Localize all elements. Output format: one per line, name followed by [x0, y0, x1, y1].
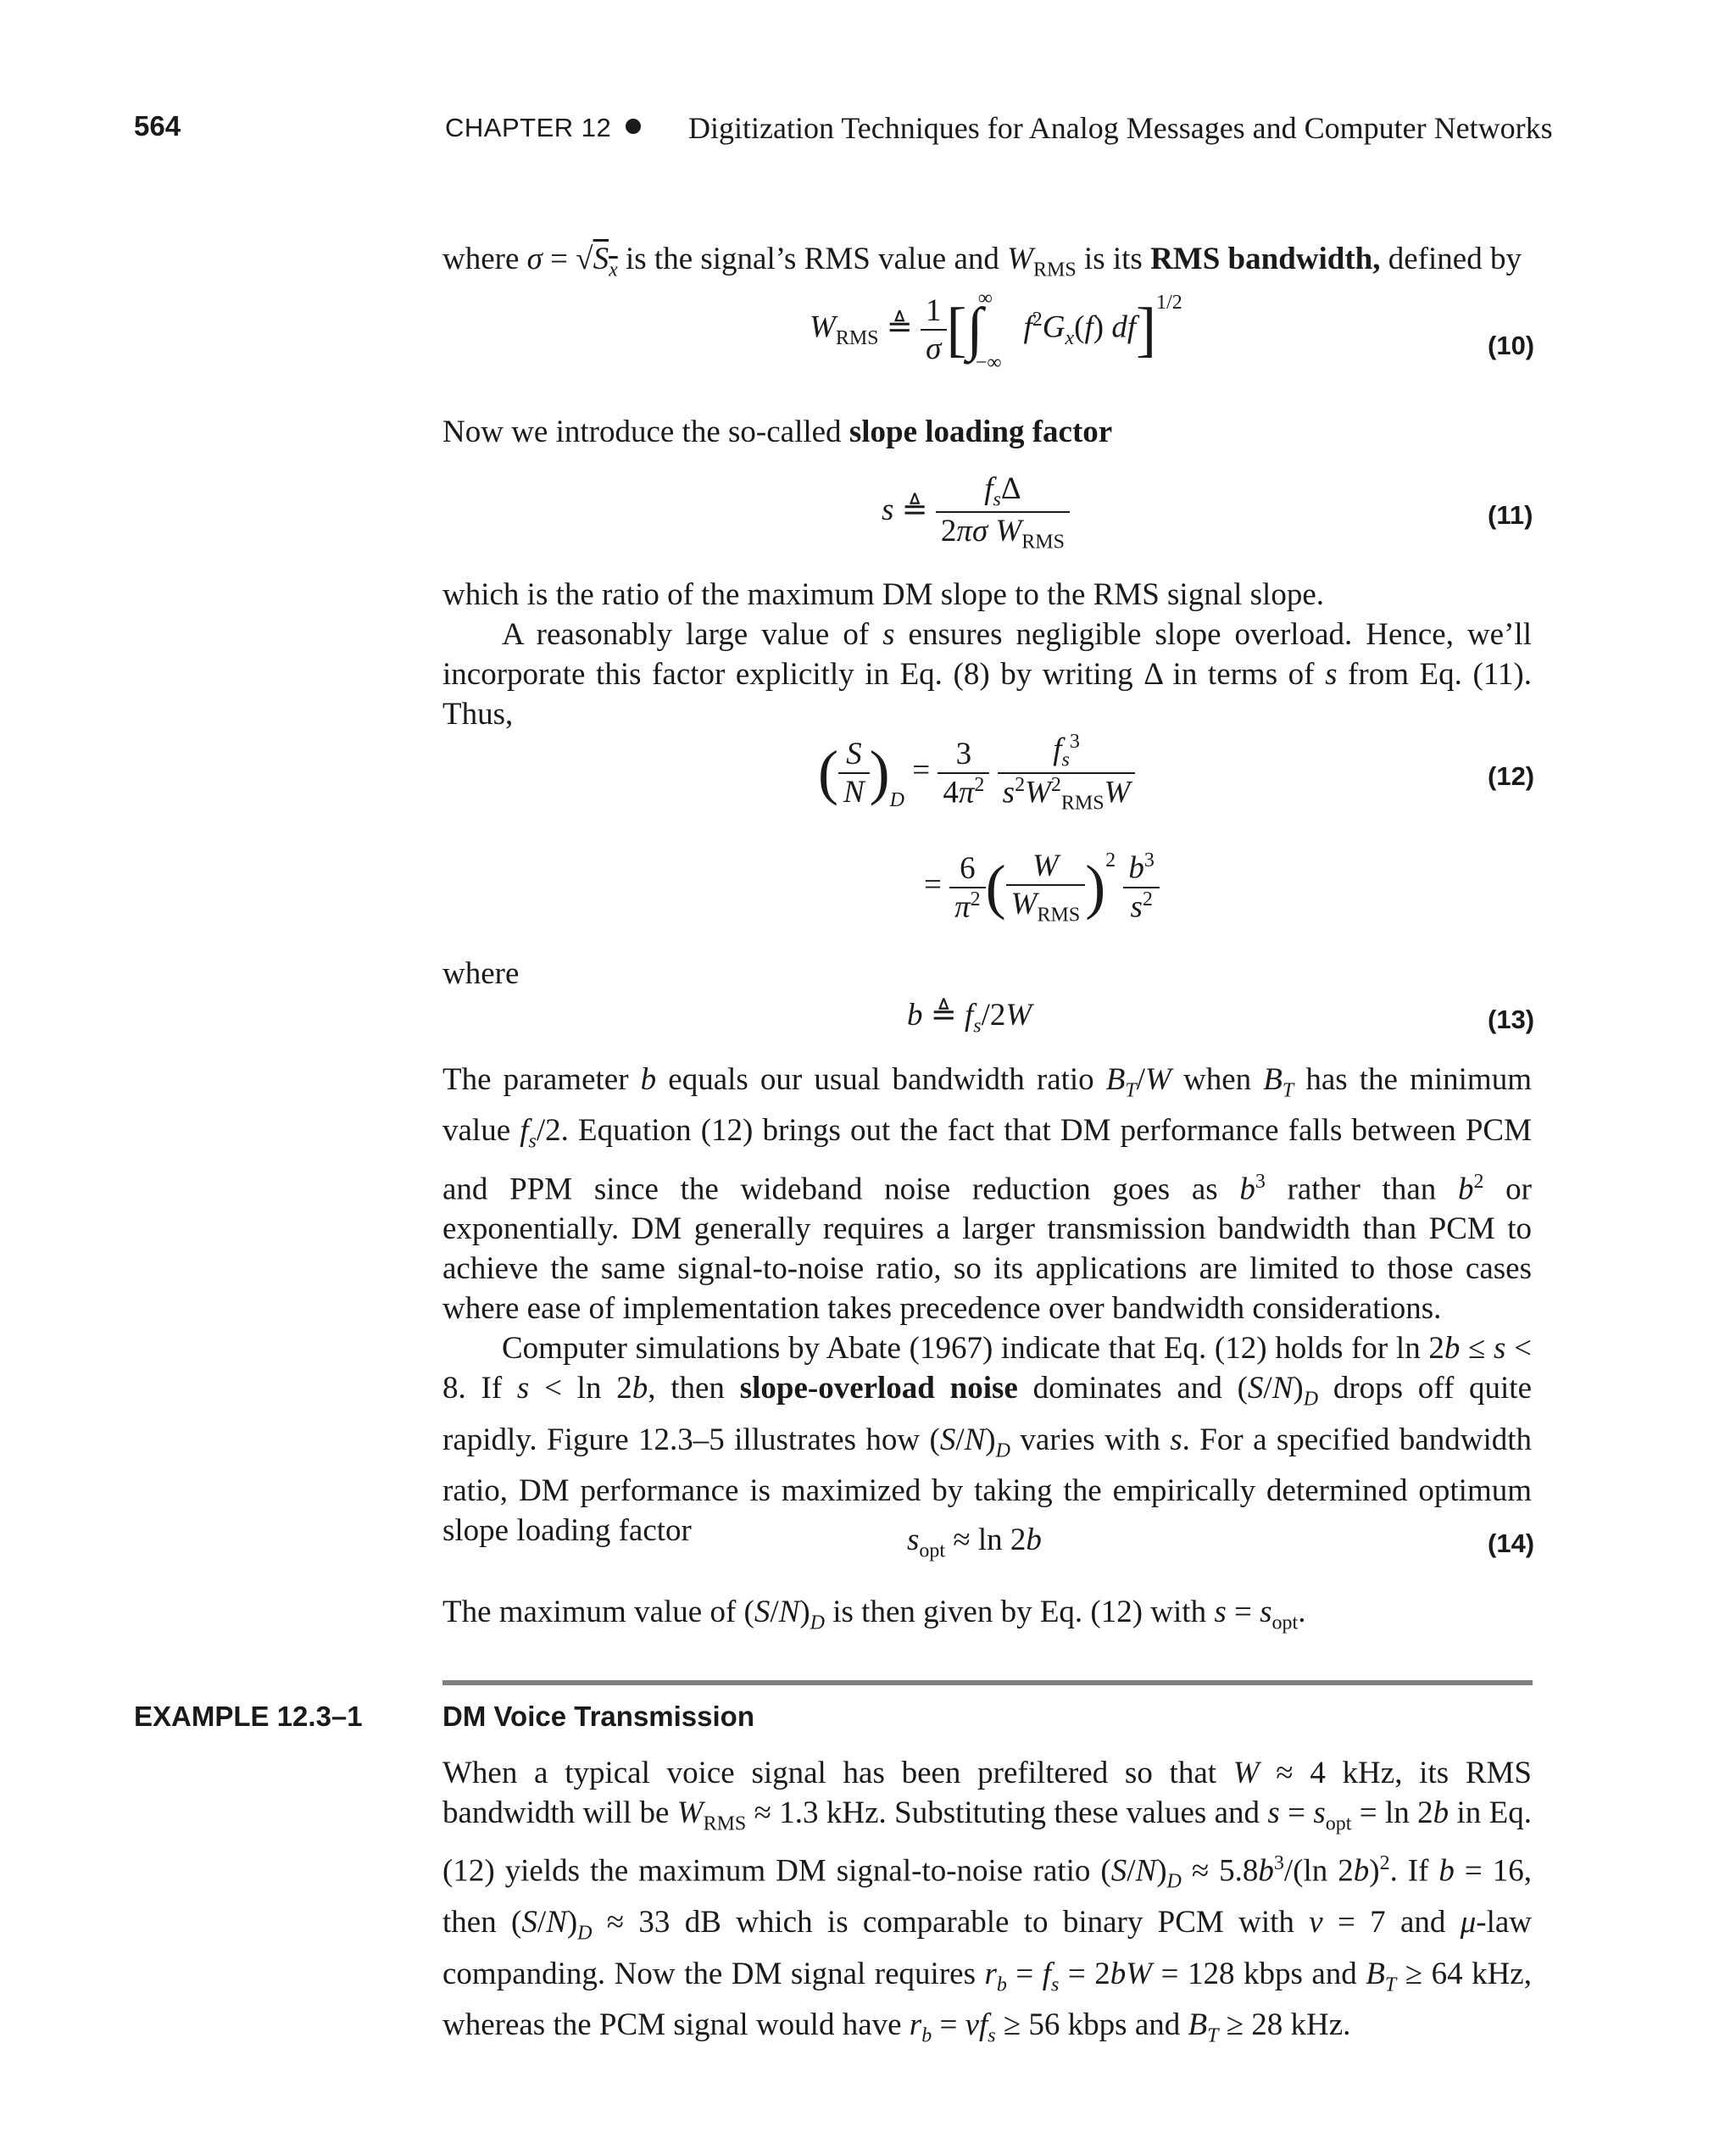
example-title: DM Voice Transmission: [442, 1701, 754, 1732]
equation-number-11: (11): [1488, 500, 1533, 530]
bullet-icon: [626, 119, 641, 134]
equation-12-line-2: = $\frac{6}{\pi^2}$ ( $\frac{W}{W_{RMS}}$ )$^2$ $\frac{b^3}{s^2}$: [924, 848, 1160, 927]
term-slope-loading-factor: slope loading factor: [849, 415, 1113, 449]
paragraph-parameter-b: The parameter b equals our usual bandwidth ratio $B_T/W$ when $B_T$ has the minimum value $f_s/2$. Equation (12) brings out the fact that DM performance falls between PCM and PPM since the wideband noise reduction goes as $b^3$ rather than $b^2$ or exponentially. DM generally requires a larger transmission bandwidth than PCM to achieve the same signal-to-noise ratio, so its applications are limited to those cases where ease of implementation takes precedence over bandwidth considerations. Computer simulations by Abate (1967) indicate that Eq. (12) holds for ln 2b ≤ s < 8. If s < ln 2b, then slope-overload noise dominates and $(S/N)_D$ drops off quite rapidly. Figure 12.3–5 illustrates how $(S/N)_D$ varies with s. For a specified bandwidth ratio, DM performance is maximized by taking the empirically determined optimum slope loading factor: [442, 1062, 1533, 1548]
equation-12-line-1: ( $\frac{S}{N}$ )$_D$ = $\frac{3}{4\pi^2}$ $\frac{f_s^3}{s^2W^2_{RMS}W}$: [818, 731, 1135, 815]
example-label: EXAMPLE 12.3–1: [134, 1701, 363, 1732]
equation-number-13: (13): [1488, 1005, 1535, 1034]
label-where: where: [442, 956, 520, 991]
equation-number-14: (14): [1488, 1528, 1535, 1558]
paragraph-slope-ratio: which is the ratio of the maximum DM slope to the RMS signal slope. A reasonably large value of s ensures negligible slope overload. Hence, we’ll incorporate this factor explicitly in Eq. (8) by writing Δ in terms of s from Eq. (11). Thus,: [442, 577, 1532, 732]
example-body: When a typical voice signal has been prefiltered so that W ≈ 4 kHz, its RMS bandwidth will be $W_{RMS} \approx 1.3$ kHz. Substituting these values and $s = s_{opt} = \ln 2b$ in Eq. (12) yields the maximum DM signal-to-noise ratio $(S/N)_D \approx 5.8b^3/(\ln$ 2b)$^2$. If b = 16, then $(S/N)_D \approx 33$ dB which is comparable to binary PCM with ν = 7 and μ-law companding. Now the DM signal requires $r_b = f_s = 2bW = 128$ kbps and $B_T \ge 64$ kHz, whereas the PCM signal would have $r_b = \nu f_s \ge 56$ kbps and $B_T \ge 28$ kHz.: [442, 1756, 1533, 2047]
chapter-label: CHAPTER 12: [445, 113, 612, 142]
paragraph-maximum-value: The maximum value of $(S/N)_D$ is then given by Eq. (12) with $s = s_{opt}$.: [442, 1595, 1306, 1634]
equation-13: b ≜ $f_s/2W$: [907, 998, 1032, 1038]
page-number: 564: [134, 110, 181, 142]
term-slope-overload-noise: slope-overload noise: [739, 1371, 1018, 1406]
example-divider: [442, 1680, 1533, 1685]
equation-11: s ≜ $\frac{f_s\Delta}{2\pi\sigma W_{RMS}}$: [882, 470, 1070, 554]
equation-14: $s_{opt} \approx \ln 2b$: [907, 1523, 1042, 1562]
term-rms-bandwidth: RMS bandwidth,: [1150, 242, 1381, 276]
equation-number-12: (12): [1488, 761, 1535, 791]
equation-10: $W_{RMS}$ ≜ $\frac{1}{\sigma}$ [$\int^\infty_{-\infty}f^2G_x(f)$ df]$^{1/2}$: [810, 287, 1182, 375]
paragraph-slope-loading: Now we introduce the so-called slope loading factor: [442, 415, 1113, 449]
running-title: Digitization Techniques for Analog Messages and Computer Networks: [688, 111, 1553, 145]
paragraph-rms-value: where $\sigma = √S_x$ is the signal’s RMS value and $W_{RMS}$ is its RMS bandwidth, defined by: [442, 242, 1522, 281]
equation-number-10: (10): [1488, 331, 1535, 360]
